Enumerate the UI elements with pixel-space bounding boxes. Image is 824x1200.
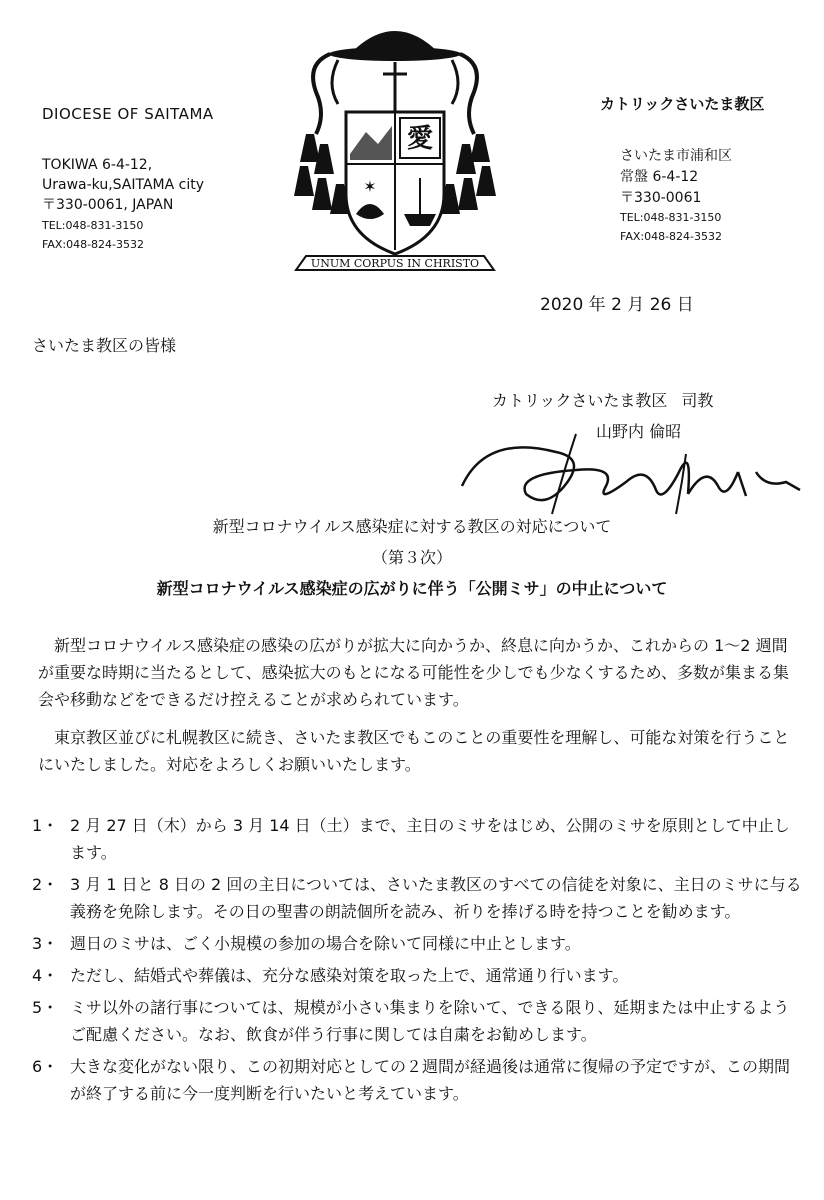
title-line-3: 新型コロナウイルス感染症の広がりに伴う「公開ミサ」の中止について [156,579,668,598]
diocese-name-english: DIOCESE OF SAITAMA [42,105,214,123]
list-item-number: 1・ [32,816,59,835]
header-left-english [42,105,214,255]
list-item [32,994,802,1048]
fax-number: FAX:048-824-3532 [620,229,723,243]
address-line: 〒330-0061, JAPAN [42,197,174,214]
sender-name: 山野内 倫昭 [596,422,682,441]
title-line-1: 新型コロナウイルス感染症に対する教区の対応について [212,517,612,536]
address-line: TOKIWA 6-4-12, [42,156,153,173]
address-line: 常盤 6-4-12 [620,169,699,185]
list-item [32,930,802,957]
list-item [32,871,802,925]
svg-text:✶: ✶ [363,177,377,196]
list-item-text: 2 月 27 日（木）から 3 月 14 日（土）まで、主日のミサをはじめ、公開のミサを原則として中止します。 [70,816,790,862]
list-item [32,1053,802,1107]
address-line: 〒330-0061 [620,190,702,206]
list-item [32,812,802,866]
sender-organization: カトリックさいたま教区 [492,391,668,410]
greeting: さいたま教区の皆様 [32,336,177,355]
contact-japanese [600,209,764,246]
document-date: 2020 年 2 月 26 日 [540,295,694,315]
list-item [32,962,802,989]
body-paragraph-1: 新型コロナウイルス感染症の感染の広がりが拡大に向かうか、終息に向かうか、これからの 1～2 週間が重要な時期に当たるとして、感染拡大のもとになる可能性を少しでも少なくするため、多数が集まる集会や移動などをできるだけ控えることが求められています。 [38,636,790,709]
tel-number: TEL:048-831-3150 [42,219,144,233]
cross-icon [383,62,407,112]
list-item-number: 2・ [32,875,59,894]
header-right-japanese [600,93,764,246]
tassels-left-icon [294,134,350,214]
crest-motto: UNUM CORPUS IN CHRISTO [310,257,480,270]
coat-of-arms-crest [286,14,504,276]
address-japanese [600,146,764,209]
address-line: Urawa-ku,SAITAMA city [42,176,205,193]
list-item-text: ただし、結婚式や葬儀は、充分な感染対策を取った上で、通常通り行います。 [70,966,629,985]
title-line-2: （第３次） [371,548,452,567]
crest-kanji: 愛 [406,124,434,154]
address-english [42,155,214,216]
list-item-text: 3 月 1 日と 8 日の 2 回の主日については、さいたま教区のすべての信徒を対象に、主日のミサに与る義務を免除します。その日の聖書の朗読個所を読み、祈りを捧げる時を持つことを勧めます。 [70,875,802,921]
body-paragraph-2: 東京教区並びに札幌教区に続き、さいたま教区でもこのことの重要性を理解し、可能な対策を行うことにいたしました。対応をよろしくお願いいたします。 [38,728,790,774]
list-item-number: 5・ [32,998,59,1017]
address-line: さいたま市浦和区 [620,148,732,164]
list-item-number: 4・ [32,966,59,985]
fax-number: FAX:048-824-3532 [42,238,145,252]
contact-english [42,217,214,254]
list-item-number: 6・ [32,1057,59,1076]
list-item-number: 3・ [32,934,59,953]
measures-list [32,812,802,1112]
list-item-text: 週日のミサは、ごく小規模の参加の場合を除いて同様に中止とします。 [70,934,581,953]
diocese-name-japanese: カトリックさいたま教区 [600,95,765,113]
tel-number: TEL:048-831-3150 [620,211,722,224]
list-item-text: 大きな変化がない限り、この初期対応としての２週間が経過後は通常に復帰の予定ですが、この期間が終了する前に今一度判断を行いたいと考えています。 [70,1057,791,1103]
tassels-right-icon [440,134,496,214]
handwritten-signature [456,424,806,519]
list-item-text: ミサ以外の諸行事については、規模が小さい集まりを除いて、できる限り、延期または中止するようご配慮ください。なお、飲食が伴う行事に関しては自粛をお勧めします。 [70,998,790,1044]
sender-role: 司教 [681,391,714,410]
